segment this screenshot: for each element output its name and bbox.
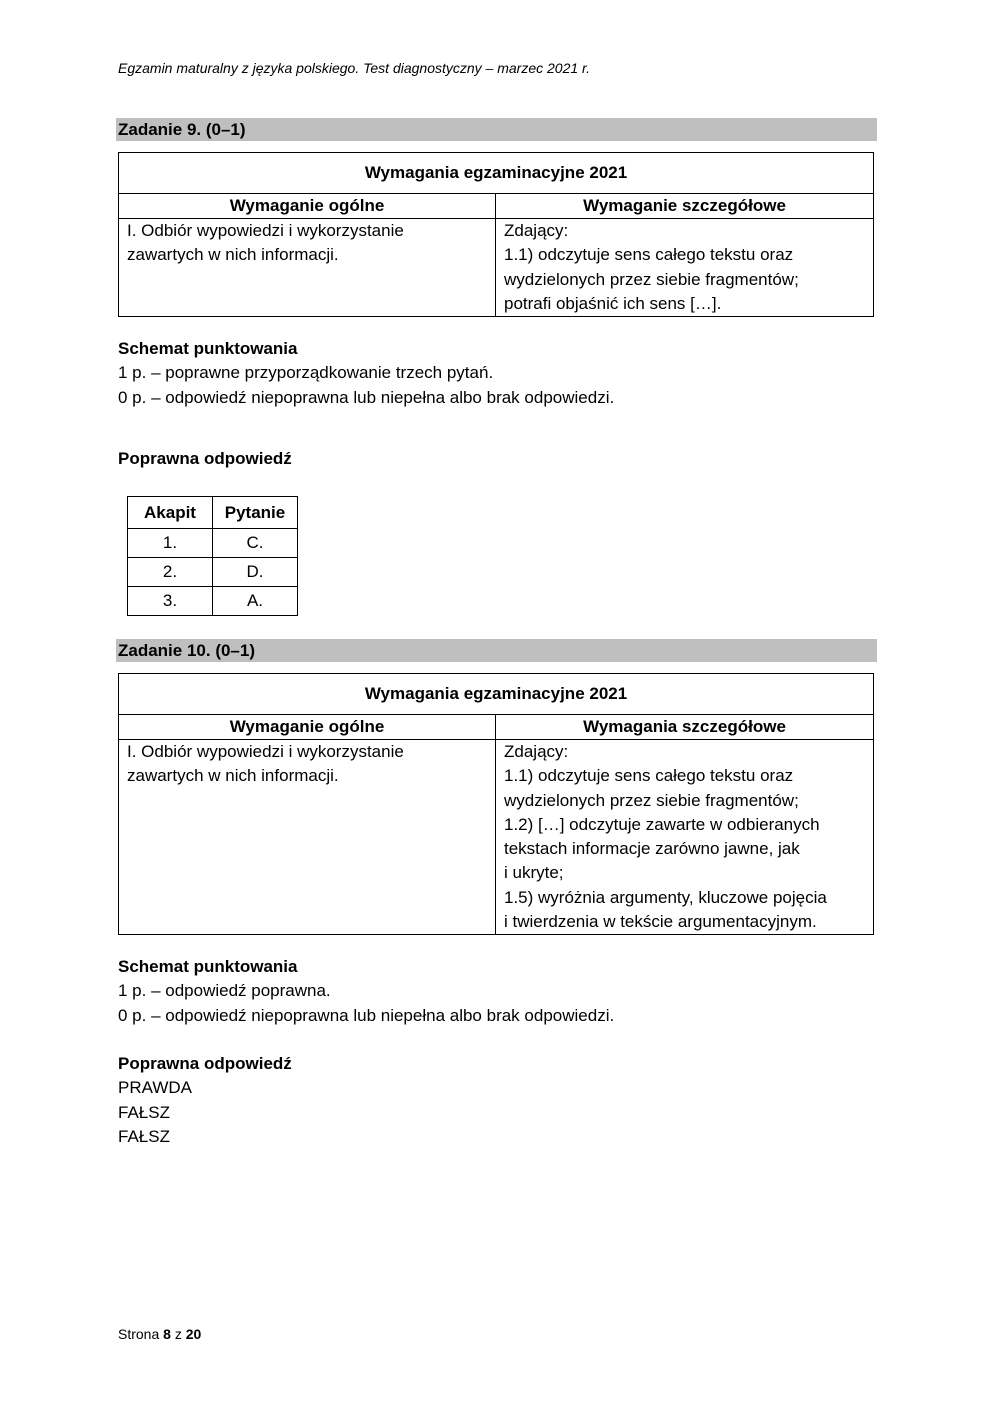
col-detailed-header: Wymagania szczegółowe — [496, 715, 874, 740]
task-10-title: Zadanie 10. (0–1) — [116, 639, 877, 662]
general-requirement-cell: I. Odbiór wypowiedzi i wykorzystanie zawartych w nich informacji. — [119, 219, 496, 317]
col-general-header: Wymaganie ogólne — [119, 715, 496, 740]
detailed-requirement-cell: Zdający: 1.1) odczytuje sens całego tekstu oraz wydzielonych przez siebie fragmentów; potrafi objaśnić ich sens […]. — [496, 219, 874, 317]
table-row: 2. D. — [128, 558, 298, 587]
scoring-title: Schemat punktowania — [118, 957, 298, 976]
requirements-caption: Wymagania egzaminacyjne 2021 — [119, 674, 874, 715]
general-requirement-cell: I. Odbiór wypowiedzi i wykorzystanie zawartych w nich informacji. — [119, 740, 496, 935]
answer-line: FAŁSZ — [118, 1126, 170, 1146]
col-general-header: Wymaganie ogólne — [119, 194, 496, 219]
page-header: Egzamin maturalny z języka polskiego. Test diagnostyczny – marzec 2021 r. — [118, 60, 591, 76]
scoring-line: 0 p. – odpowiedź niepoprawna lub niepełna albo brak odpowiedzi. — [118, 1005, 615, 1025]
requirements-caption: Wymagania egzaminacyjne 2021 — [119, 153, 874, 194]
answer-title: Poprawna odpowiedź — [118, 1054, 292, 1073]
page-footer: Strona 8 z 20 — [118, 1326, 202, 1342]
task-9-answer-table — [127, 496, 298, 616]
scoring-title: Schemat punktowania — [118, 339, 298, 358]
answer-line: FAŁSZ — [118, 1102, 170, 1122]
scoring-line: 1 p. – poprawne przyporządkowanie trzech pytań. — [118, 363, 494, 383]
col-detailed-header: Wymaganie szczegółowe — [496, 194, 874, 219]
answer-line: PRAWDA — [118, 1078, 192, 1098]
task-9-requirements-table — [118, 152, 874, 317]
task-10-answer — [118, 1052, 292, 1149]
task-10-scoring — [118, 955, 614, 1028]
pytanie-header: Pytanie — [213, 497, 298, 529]
task-9-scoring — [118, 337, 614, 410]
scoring-line: 0 p. – odpowiedź niepoprawna lub niepełna albo brak odpowiedzi. — [118, 387, 615, 407]
scoring-line: 1 p. – odpowiedź poprawna. — [118, 981, 331, 1001]
task-10-requirements-table — [118, 673, 874, 935]
page-total: 20 — [185, 1326, 202, 1342]
akapit-header: Akapit — [128, 497, 213, 529]
page-number: 8 — [163, 1326, 171, 1342]
detailed-requirement-cell: Zdający: 1.1) odczytuje sens całego tekstu oraz wydzielonych przez siebie fragmentów; 1.2) […] odczytuje zawarte w odbieranych tekstach informacje zarówno jawne, jak i ukryte; 1.5) wyróżnia argumenty, kluczowe pojęcia i twierdzenia w tekście argumentacyjnym. — [496, 740, 874, 935]
table-row: 1. C. — [128, 529, 298, 558]
table-row: 3. A. — [128, 587, 298, 616]
task-9-title: Zadanie 9. (0–1) — [116, 118, 877, 141]
task-9-answer-title: Poprawna odpowiedź — [118, 449, 292, 468]
